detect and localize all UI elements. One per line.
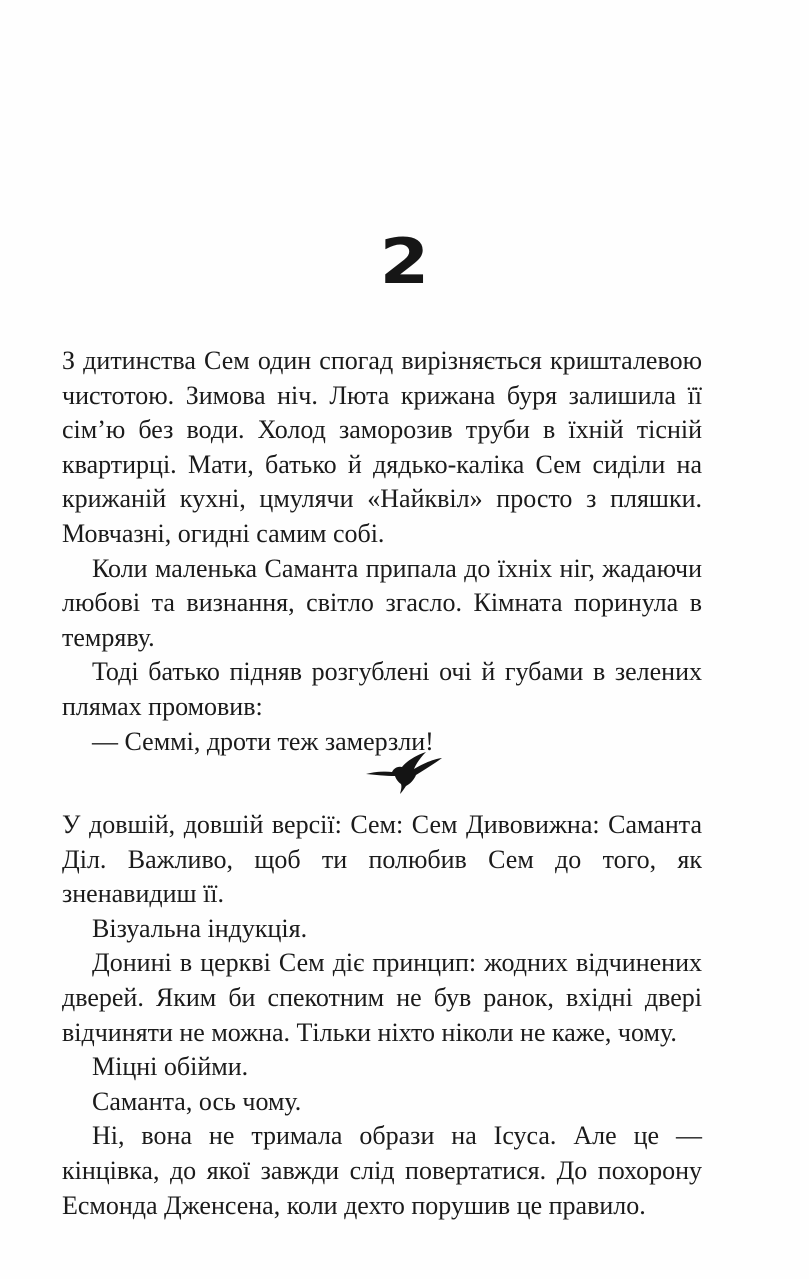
chapter-number: 2	[379, 225, 430, 298]
paragraph: У довшій, довшій версії: Сем: Сем Дивовижна: Саманта Діл. Важливо, щоб ти полюбив Сем до того, як зненавидиш її.	[62, 810, 702, 909]
hummingbird-icon	[364, 748, 444, 794]
paragraph: Тоді батько підняв розгублені очі й губами в зелених плямах промовив:	[62, 657, 702, 721]
paragraph: Донині в церкві Сем діє принцип: жодних відчинених дверей. Яким би спекотним не був ранок, вхідні двері відчиняти не можна. Тільки ніхто ніколи не каже, чому.	[62, 948, 702, 1047]
dialogue-line: — Семмі, дроти теж замерзли!	[92, 726, 434, 756]
paragraph: З дитинства Сем один спогад вирізняється кришталевою чистотою. Зимова ніч. Люта крижана буря залишила її сім’ю без води. Холод заморозив труби в їхній тісній квартирці. Мати, батько й дядько-каліка Сем сиділи на крижаній кухні, цмулячи «Найквіл» просто з пляшки. Мовчазні, огидні самим собі.	[62, 346, 702, 548]
paragraph: Міцні обійми.	[92, 1052, 249, 1082]
paragraph: Візуальна індукція.	[92, 913, 308, 943]
section-two-text	[62, 808, 702, 1223]
section-one-text	[62, 344, 702, 759]
paragraph: Ні, вона не тримала образи на Ісуса. Але це — кінцівка, до якої завжди слід повертатися. До похорону Есмонда Дженсена, коли дехто порушив це правило.	[62, 1121, 702, 1220]
paragraph: Саманта, ось чому.	[92, 1086, 302, 1116]
paragraph: Коли маленька Саманта припала до їхніх ніг, жадаючи любові та визнання, світло згасло. Кімната поринула в темряву.	[62, 553, 702, 652]
